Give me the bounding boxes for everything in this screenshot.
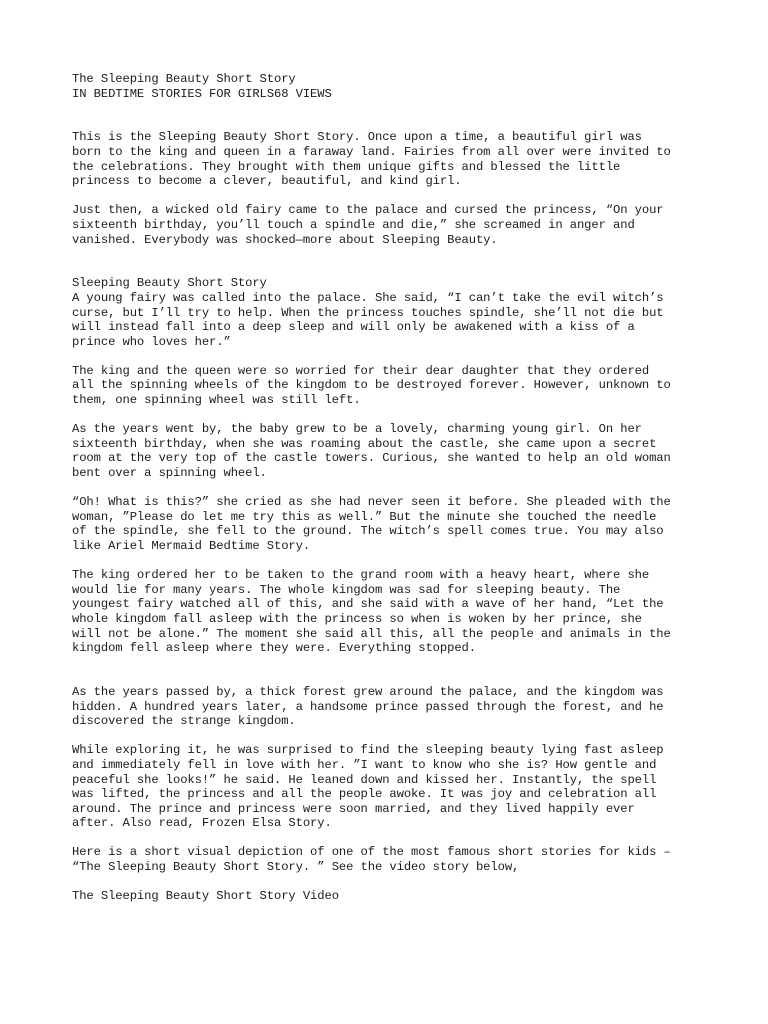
text-line: youngest fairy watched all of this, and she said with a wave of her hand, “Let the [72,597,664,612]
text-line: whole kingdom fall asleep with the princess so when is woken by her prince, she [72,611,642,626]
text-line: would lie for many years. The whole kingdom was sad for sleeping beauty. The [72,582,621,597]
paragraph-sixteenth-birthday [72,422,698,480]
text-line: was lifted, the princess and all the people awoke. It was joy and celebration all [72,787,657,802]
paragraph-video-heading [72,889,698,904]
text-line: This is the Sleeping Beauty Short Story. Once upon a time, a beautiful girl was [72,130,642,145]
text-line: around. The prince and princess were soon married, and they lived happily ever [72,801,635,816]
paragraph-curse [72,203,698,247]
text-line: them, one spinning wheel was still left. [72,393,361,408]
text-line: As the years went by, the baby grew to be a lovely, charming young girl. On her [72,422,642,437]
text-line: all the spinning wheels of the kingdom to be destroyed forever. However, unknown to [72,378,671,393]
text-line: like Ariel Mermaid Bedtime Story. [72,539,311,553]
text-line: princess to become a clever, beautiful, and kind girl. [72,174,462,189]
spacer [72,116,698,131]
text-line: Just then, a wicked old fairy came to the palace and cursed the princess, “On your [72,203,664,218]
video-heading: The Sleeping Beauty Short Story Video [72,889,339,904]
text-line: bent over a spinning wheel. [72,466,267,481]
text-line: The king ordered her to be taken to the grand room with a heavy heart, where she [72,568,650,583]
spacer [72,262,698,277]
paragraph-spinning-wheels [72,364,698,408]
paragraph-video-intro [72,845,698,874]
text-line: will instead fall into a deep sleep and will only be awakened with a kiss of a [72,320,635,335]
text-line: born to the king and queen in a faraway land. Fairies from all over were invited to [72,144,671,159]
text-line: prince who loves her.” [72,334,231,349]
text-line: after. Also read, Frozen Elsa Story. [72,816,332,831]
paragraph-kingdom-asleep [72,568,698,656]
text-line: curse, but I’ll try to help. When the princess touches spindle, she’ll not die but [72,305,664,320]
story-title: The Sleeping Beauty Short Story [72,72,296,86]
paragraph-young-fairy [72,276,698,349]
text-line: sixteenth birthday, when she was roaming about the castle, she came upon a secret [72,436,657,451]
spacer [72,670,698,685]
category-and-views: IN BEDTIME STORIES FOR GIRLS68 VIEWS [72,86,332,101]
section-heading: Sleeping Beauty Short Story [72,276,267,291]
text-line: kingdom fell asleep where they were. Everything stopped. [72,641,476,656]
text-line: Here is a short visual depiction of one of the most famous short stories for kids – [72,845,671,860]
paragraph-forest [72,685,698,729]
text-line: vanished. Everybody was shocked—more about Sleeping Beauty. [72,232,498,247]
text-line: peaceful she looks!” he said. He leaned down and kissed her. Instantly, the spell [72,772,657,787]
text-line: the celebrations. They brought with them unique gifts and blessed the little [72,159,621,174]
paragraph-spindle [72,495,698,553]
text-line: and immediately fell in love with her. ”I want to know who she is? How gentle and [72,757,657,772]
text-line: discovered the strange kingdom. [72,714,296,729]
text-line: “The Sleeping Beauty Short Story. ” See the video story below, [72,860,520,875]
text-line: room at the very top of the castle towers. Curious, she wanted to help an old woman [72,451,671,466]
text-line: A young fairy was called into the palace. She said, “I can’t take the evil witch’s [72,290,664,305]
text-line: As the years passed by, a thick forest grew around the palace, and the kingdom was [72,684,664,699]
paragraph-intro [72,130,698,188]
text-line: will not be alone.” The moment she said all this, all the people and animals in the [72,626,671,641]
text-line: sixteenth birthday, you’ll touch a spindle and die,” she screamed in anger and [72,217,635,232]
text-line: of the spindle, she fell to the ground. The witch’s spell comes true. You may also [72,524,664,539]
document-header [72,72,698,101]
text-line: The king and the queen were so worried for their dear daughter that they ordered [72,363,650,378]
document-page [72,72,698,918]
text-line: While exploring it, he was surprised to find the sleeping beauty lying fast asleep [72,743,664,758]
text-line: hidden. A hundred years later, a handsome prince passed through the forest, and he [72,699,664,714]
paragraph-prince-kiss [72,743,698,831]
text-line: “Oh! What is this?” she cried as she had never seen it before. She pleaded with the [72,495,671,510]
text-line: woman, ”Please do let me try this as well.” But the minute she touched the needle [72,509,657,524]
